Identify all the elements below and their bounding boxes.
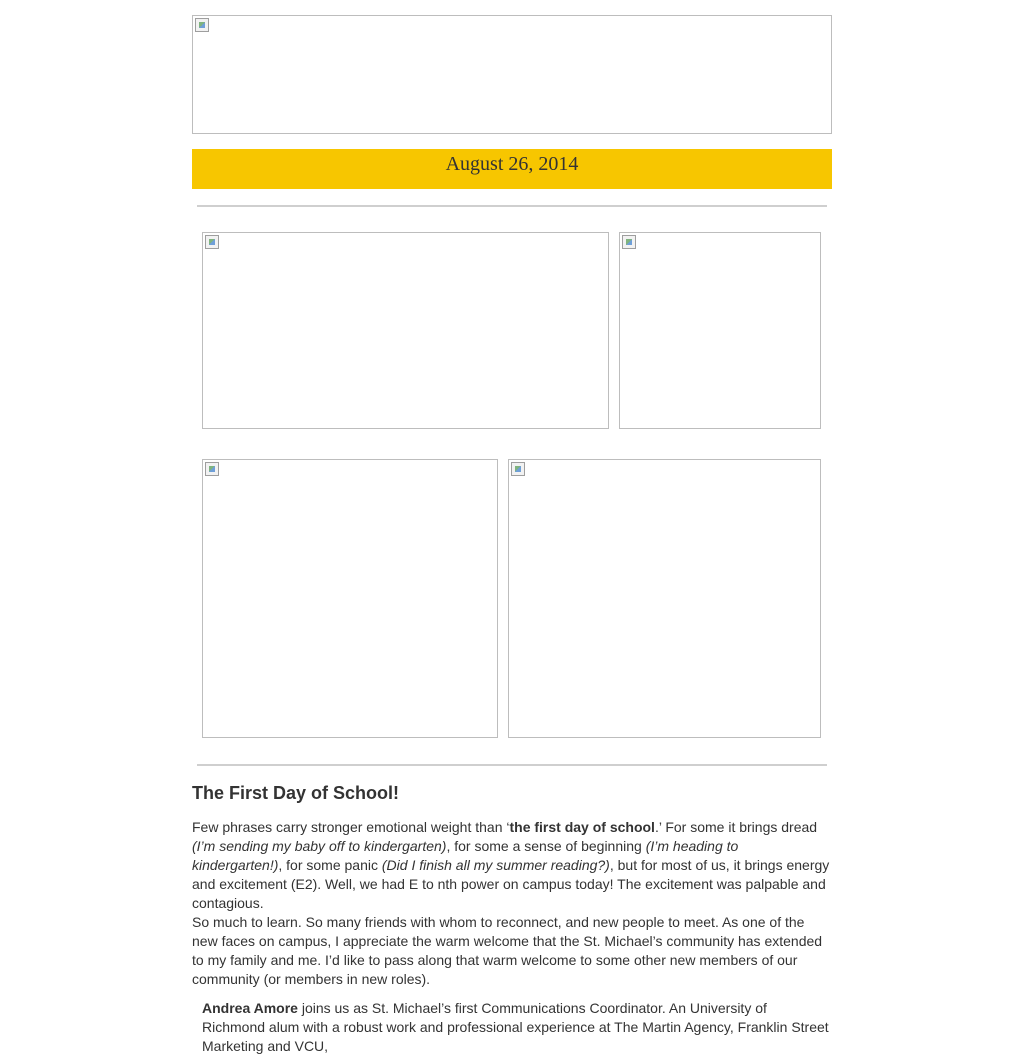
article-title: The First Day of School! [192,783,400,803]
broken-image-icon [622,235,636,249]
broken-image-icon [195,18,209,32]
date-banner [192,149,832,189]
broken-image-icon [205,462,219,476]
divider [197,205,827,207]
article-paragraph-3: Andrea Amore joins us as St. Michael’s first Communications Coordinator. An University of Richmond alum with a robust work and professional experience at The Martin Agency, Franklin Street Marketing and VCU, [202,1000,829,1054]
article-paragraph-2: So much to learn. So many friends with whom to reconnect, and new people to meet. As one of the new faces on campus, I appreciate the warm welcome that the St. Michael’s community has extended to my family and me. I’d like to pass along that warm welcome to some other new members of our community (or members in new roles). [192,914,823,987]
divider [197,764,827,766]
photo-1 [202,232,609,429]
photo-2 [619,232,821,429]
header-banner-image [192,15,832,134]
photo-4 [508,459,821,738]
broken-image-icon [205,235,219,249]
broken-image-icon [511,462,525,476]
newsletter-date: August 26, 2014 [445,153,579,175]
article-paragraph-1: Few phrases carry stronger emotional weight than ‘the first day of school.’ For some it brings dread (I’m sending my baby off to kindergarten), for some a sense of beginning (I’m heading to kindergarten!), for some panic (Did I finish all my summer reading?), but for most of us, it brings energy and excitement (E2). Well, we had E to nth power on campus today! The excitement was palpable and contagious. [192,819,830,911]
staff-name: Andrea Amore [202,1000,298,1016]
photo-3 [202,459,498,738]
